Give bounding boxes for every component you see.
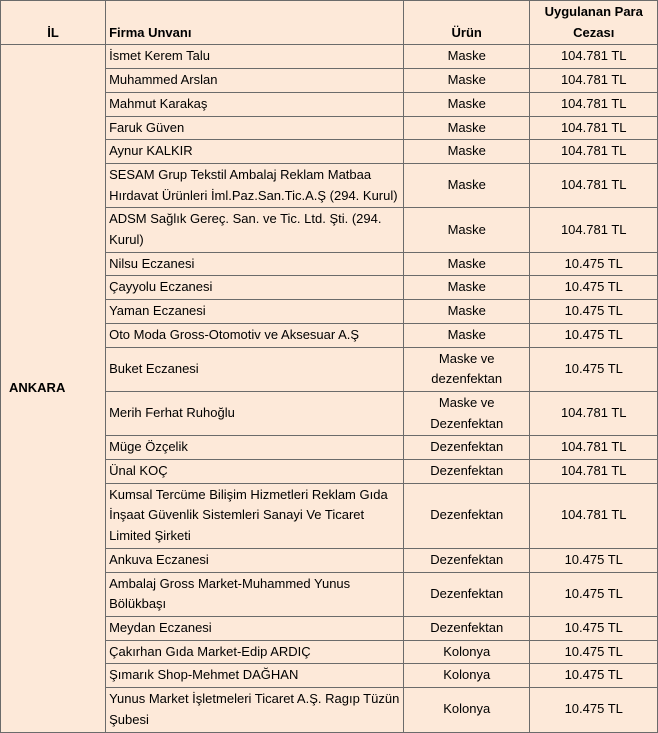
ceza-cell: 104.781 TL — [530, 163, 658, 207]
firma-cell: Kumsal Tercüme Bilişim Hizmetleri Reklam Gıda İnşaat Güvenlik Sistemleri Sanayi Ve Ticaret Limited Şirketi — [106, 483, 404, 548]
firma-cell: Şımarık Shop-Mehmet DAĞHAN — [106, 664, 404, 688]
ceza-cell: 10.475 TL — [530, 572, 658, 616]
firma-cell: Muhammed Arslan — [106, 69, 404, 93]
header-urun: Ürün — [403, 1, 530, 45]
urun-cell: Maske — [403, 323, 530, 347]
ceza-cell: 104.781 TL — [530, 45, 658, 69]
urun-cell: Maske ve dezenfektan — [403, 347, 530, 391]
firma-cell: Faruk Güven — [106, 116, 404, 140]
urun-cell: Maske — [403, 252, 530, 276]
firma-cell: Buket Eczanesi — [106, 347, 404, 391]
firma-cell: Mahmut Karakaş — [106, 92, 404, 116]
ceza-cell: 10.475 TL — [530, 300, 658, 324]
firma-cell: Meydan Eczanesi — [106, 616, 404, 640]
urun-cell: Dezenfektan — [403, 548, 530, 572]
firma-cell: Ankuva Eczanesi — [106, 548, 404, 572]
header-firma: Firma Unvanı — [106, 1, 404, 45]
urun-cell: Maske ve Dezenfektan — [403, 391, 530, 435]
ceza-cell: 10.475 TL — [530, 252, 658, 276]
firma-cell: ADSM Sağlık Gereç. San. ve Tic. Ltd. Şti. (294. Kurul) — [106, 208, 404, 252]
ceza-cell: 10.475 TL — [530, 688, 658, 732]
ceza-cell: 10.475 TL — [530, 616, 658, 640]
ceza-cell: 10.475 TL — [530, 276, 658, 300]
il-cell: ANKARA — [1, 45, 106, 732]
ceza-cell: 10.475 TL — [530, 664, 658, 688]
urun-cell: Dezenfektan — [403, 460, 530, 484]
ceza-cell: 104.781 TL — [530, 140, 658, 164]
urun-cell: Dezenfektan — [403, 572, 530, 616]
firma-cell: Çakırhan Gıda Market-Edip ARDIÇ — [106, 640, 404, 664]
urun-cell: Dezenfektan — [403, 483, 530, 548]
firma-cell: Müge Özçelik — [106, 436, 404, 460]
urun-cell: Kolonya — [403, 640, 530, 664]
firma-cell: SESAM Grup Tekstil Ambalaj Reklam Matbaa Hırdavat Ürünleri İml.Paz.San.Tic.A.Ş (294. Kurul) — [106, 163, 404, 207]
ceza-cell: 10.475 TL — [530, 640, 658, 664]
ceza-cell: 104.781 TL — [530, 116, 658, 140]
urun-cell: Maske — [403, 45, 530, 69]
urun-cell: Maske — [403, 163, 530, 207]
ceza-cell: 104.781 TL — [530, 208, 658, 252]
urun-cell: Maske — [403, 276, 530, 300]
urun-cell: Dezenfektan — [403, 436, 530, 460]
header-row — [1, 1, 658, 45]
ceza-cell: 104.781 TL — [530, 483, 658, 548]
ceza-cell: 104.781 TL — [530, 391, 658, 435]
firma-cell: Ünal KOÇ — [106, 460, 404, 484]
firma-cell: Nilsu Eczanesi — [106, 252, 404, 276]
firma-cell: İsmet Kerem Talu — [106, 45, 404, 69]
firma-cell: Aynur KALKIR — [106, 140, 404, 164]
ceza-cell: 104.781 TL — [530, 69, 658, 93]
urun-cell: Maske — [403, 69, 530, 93]
ceza-cell: 10.475 TL — [530, 323, 658, 347]
urun-cell: Kolonya — [403, 688, 530, 732]
urun-cell: Maske — [403, 116, 530, 140]
firma-cell: Yaman Eczanesi — [106, 300, 404, 324]
header-ceza: Uygulanan Para Cezası — [530, 1, 658, 45]
urun-cell: Maske — [403, 92, 530, 116]
ceza-cell: 104.781 TL — [530, 460, 658, 484]
urun-cell: Kolonya — [403, 664, 530, 688]
firma-cell: Çayyolu Eczanesi — [106, 276, 404, 300]
ceza-cell: 104.781 TL — [530, 92, 658, 116]
urun-cell: Maske — [403, 208, 530, 252]
ceza-cell: 104.781 TL — [530, 436, 658, 460]
firma-cell: Ambalaj Gross Market-Muhammed Yunus Bölükbaşı — [106, 572, 404, 616]
urun-cell: Maske — [403, 300, 530, 324]
ceza-cell: 10.475 TL — [530, 347, 658, 391]
urun-cell: Maske — [403, 140, 530, 164]
firma-cell: Yunus Market İşletmeleri Ticaret A.Ş. Ragıp Tüzün Şubesi — [106, 688, 404, 732]
firma-cell: Merih Ferhat Ruhoğlu — [106, 391, 404, 435]
header-il: İL — [1, 1, 106, 45]
urun-cell: Dezenfektan — [403, 616, 530, 640]
firma-cell: Oto Moda Gross-Otomotiv ve Aksesuar A.Ş — [106, 323, 404, 347]
table-body — [1, 45, 658, 732]
ceza-cell: 10.475 TL — [530, 548, 658, 572]
table-row — [1, 45, 658, 69]
